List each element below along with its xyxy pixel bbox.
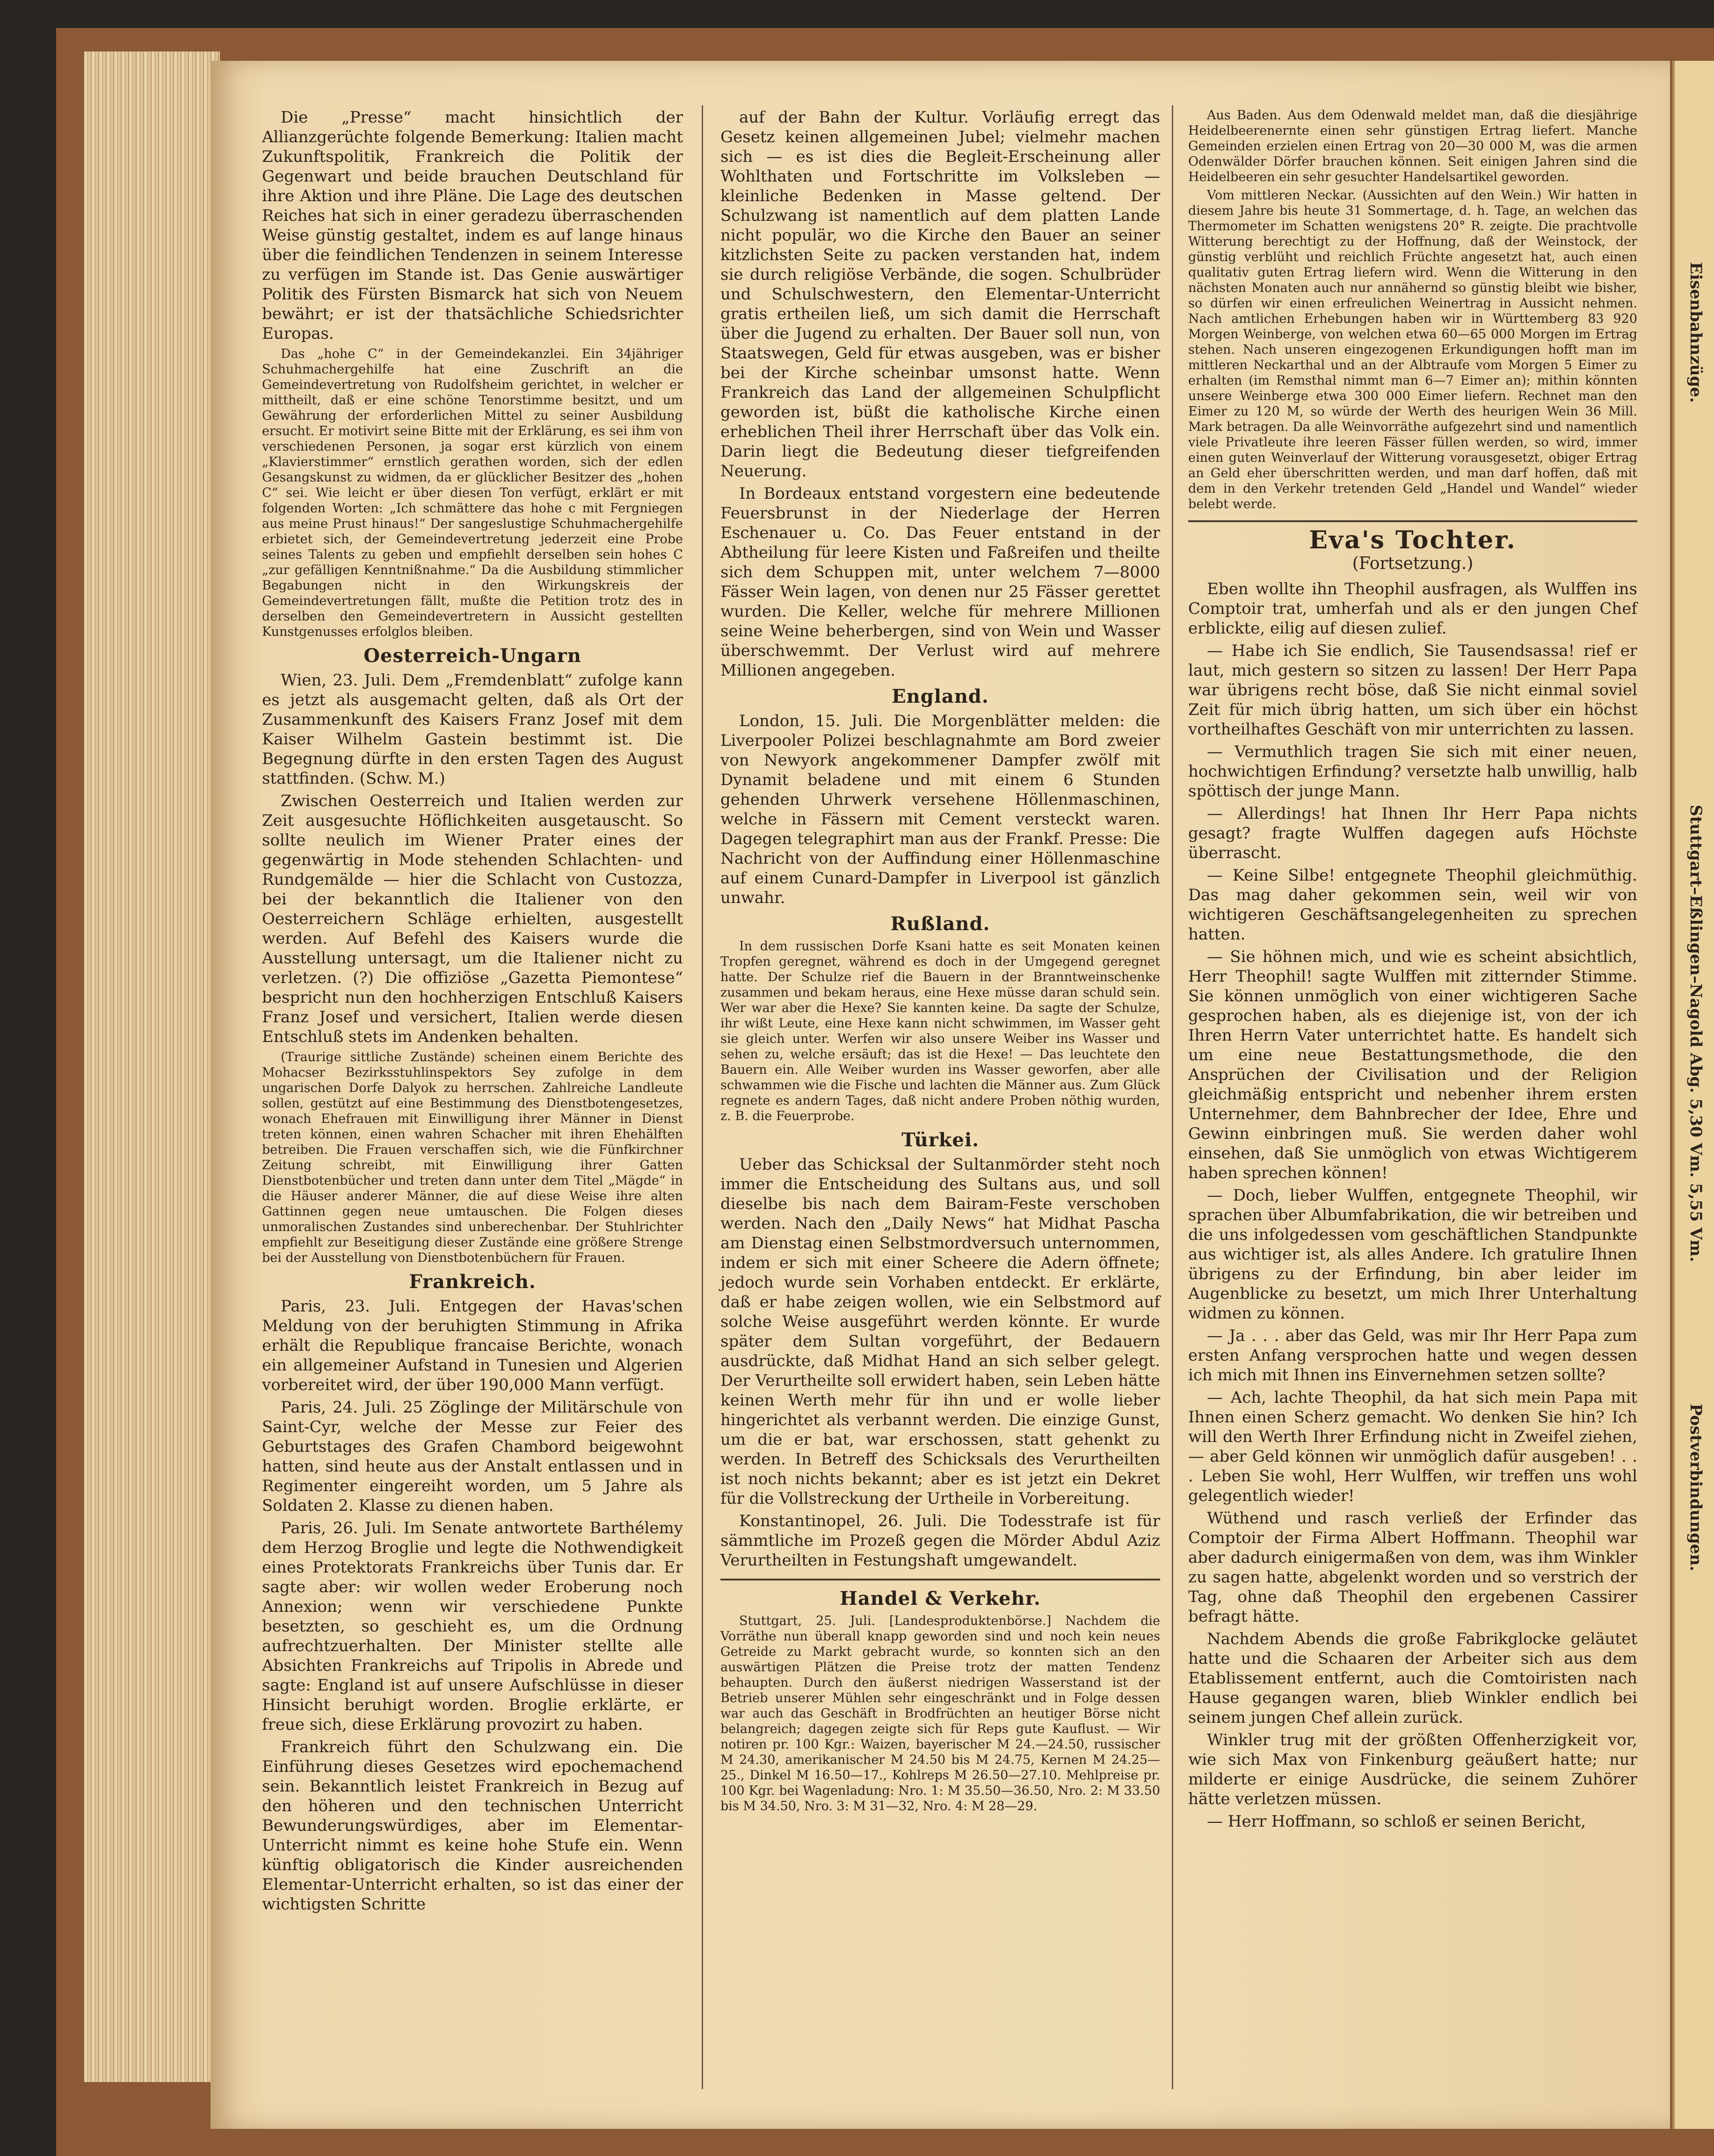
article-sultanmoerder: Ueber das Schicksal der Sultanmörder steht noch immer die Entscheidung des Sultans aus, und soll dieselbe bis nach dem Bairam-Feste verschoben werden. Nach den „Daily News“ hat Midhat Pascha am Dienstag einen Selbstmordversuch unternommen, indem er sich mit einer Scheere die Adern öffnete; jedoch wurde sein Vorhaben entdeckt. Er erklärte, daß er habe zeigen wollen, wie ein Selbstmord auf solche Weise ausgeführt werden könnte. Er wurde später dem Sultan vorgeführt, der Bedauern ausdrückte, daß Midhat Hand an sich selber gelegt. Der Verurtheilte soll erwidert haben, sein Leben hätte keinen Werth mehr für ihn und er wolle lieber hingerichtet als verbannt werden. Die einzige Gunst, um die er bat, war erschossen, statt gehenkt zu werden. In Betreff des Schicksals des Verurtheilten ist noch nichts bekannt; aber es ist jetzt ein Dekret für die Vollstreckung der Urtheile in Vorbereitung. (720, 1155, 1160, 1508)
margin-timetable: Stuttgart–Eßlingen–Nagold Abg. 5,30 Vm. 5,55 Vm. (1686, 805, 1705, 1262)
section-separator (720, 1579, 1160, 1581)
heading-frankreich: Frankreich. (409, 1271, 536, 1293)
column-2 (720, 108, 1160, 1817)
article-paris-23: Paris, 23. Juli. Entgegen der Havas'schen Meldung von der beruhigten Stimmung in Afrika erhält die Republique francaise Berichte, wonach ein allgemeiner Aufstand in Tunesien und Algerien vorbereitet wird, der über 190,000 Mann verfügt. (262, 1297, 683, 1394)
feuilleton-subtitle: (Fortsetzung.) (1352, 554, 1474, 573)
story-paragraph: — Ja . . . aber das Geld, was mir Ihr Herr Papa zum ersten Anfang versprochen hatte und wegen dessen ich mich mit Ihnen ins Einvernehmen setzen sollte? (1188, 1326, 1637, 1384)
article-neckar: Vom mittleren Neckar. (Aussichten auf den Wein.) Wir hatten in diesem Jahre bis heute 31 Sommertage, d. h. Tage, an welchen das Thermometer im Schatten wenigstens 20° R. zeigte. Die prachtvolle Witterung berechtigt zu der Hoffnung, daß der Weinstock, der günstig verblüht und reichlich Früchte angesetzt hat, auch einen qualitativ guten Ertrag liefern wird. Wenn die Witterung in den nächsten Monaten auch nur annähernd so günstig bleibt wie bisher, so dürfen wir einen erfreulichen Weinertrag in Aussicht nehmen. Nach amtlichen Erhebungen haben wir in Württemberg 83 920 Morgen Weinberge, von welchen etwa 60—65 000 Morgen im Ertrag stehen. Nach unseren eingezogenen Erkundigungen hofft man im mittleren Neckarthal und an der Albtraufe vom Morgen 5 Eimer zu erhalten (im Remsthal nimmt man 6—7 Eimer an); mithin könnten unsere Weinberge etwa 300 000 Eimer liefern. Rechnet man den Eimer zu 120 M, so würde der Werth des heurigen Wein 36 Mill. Mark betragen. Da alle Weinvorräthe aufgezehrt sind und namentlich viele Privatleute ihre leeren Fässer füllen werden, so wird, immer einen guten Weinverlauf der Witterung vorausgesetzt, obiger Ertrag an Geld eher überschritten werden, und man darf hoffen, daß mit dem in den Verkehr tretenden Geld „Handel und Wandel“ wieder belebt werde. (1188, 188, 1637, 511)
column-rule (702, 105, 703, 2089)
article-ksani: In dem russischen Dorfe Ksani hatte es seit Monaten keinen Tropfen geregnet, während es doch in der Umgegend geregnet hatte. Der Schulze rief die Bauern in der Branntweinschenke zusammen und bekam heraus, eine Hexe müsse daran schuld sein. Wer war aber die Hexe? Sie kannten keine. Da sagte der Schulze, ihr wißt Leute, eine Hexe kann nicht schwimmen, im Wasser geht sie gleich unter. Werfen wir also unsere Weiber ins Wasser und sehen zu, welche ersäuft; das ist die Hexe! — Das leuchtete den Bauern ein. Alle Weiber wurden ins Wasser geworfen, aber alle schwammen wie die Fische und lachten die Männer aus. Zum Glück regnete es andern Tages, daß nicht andere Proben nöthig wurden, z. B. die Feuerprobe. (720, 939, 1160, 1123)
article-london: London, 15. Juli. Die Morgenblätter melden: die Liverpooler Polizei beschlagnahmte am Bord zweier von Newyork angekommener Dampfer zwölf mit Dynamit beladene und mit einem 6 Stunden gehenden Uhrwerk versehene Höllenmaschinen, welche in Fässern mit Cement versteckt waren. Dagegen telegraphirt man aus der Frankf. Presse: Die Nachricht von der Auffindung einer Höllenmaschine auf einem Cunard-Dampfer in Liverpool ist gänzlich unwahr. (720, 712, 1160, 907)
story-paragraph: Nachdem Abends die große Fabrikglocke geläutet hatte und die Schaaren der Arbeiter sich aus dem Etablissement entfernt, auch die Comtoiristen nach Hause gegangen waren, blieb Winkler endlich bei seinem jungen Chef allein zurück. (1188, 1630, 1637, 1727)
story-paragraph: Wüthend und rasch verließ der Erfinder das Comptoir der Firma Albert Hoffmann. Theophil war aber dadurch einigermaßen von dem, was ihm Winkler zu sagen hatte, abgelenkt worden und so verstrich der Tag, ohne daß Theophil den ergebenen Cassirer befragt hätte. (1188, 1509, 1637, 1626)
article-stuttgart-boerse: Stuttgart, 25. Juli. [Landesproduktenbörse.] Nachdem die Vorräthe nun überall knapp geworden sind und noch kein neues Getreide zu Markt gebracht wurde, so konnten sich an den auswärtigen Plätzen die Preise trotz der matten Tendenz behaupten. Durch den äußerst niedrigen Wasserstand ist der Betrieb unserer Mühlen sehr eingeschränkt und in Folge dessen war auch das Geschäft in Brodfrüchten an heutiger Börse nicht belangreich; dagegen zeigte sich für Reps gute Kauflust. — Wir notiren pr. 100 Kgr.: Waizen, bayerischer M 24.—24.50, russischer M 24.30, amerikanischer M 24.50 bis M 24.75, Kernen M 24.25—25., Dinkel M 16.50—17., Kohlreps M 26.50—27.10. Mehlpreise pr. 100 Kgr. bei Wagenladung: Nro. 1: M 35.50—36.50, Nro. 2: M 33.50 bis M 34.50, Nro. 3: M 31—32, Nro. 4: M 28—29. (720, 1614, 1160, 1814)
story-paragraph: — Vermuthlich tragen Sie sich mit einer neuen, hochwichtigen Erfindung? versetzte halb unwillig, halb spöttisch der junge Mann. (1188, 743, 1637, 801)
story-paragraph: — Sie höhnen mich, und wie es scheint absichtlich, Herr Theophil! sagte Wulffen mit zitternder Stimme. Sie können unmöglich von einer wichtigeren Sache gesprochen haben, als es diejenige ist, von der ich Ihren Herrn Vater unterrichtet hatte. Es handelt sich um eine neue Bestattungsmethode, die den Ansprüchen der Civilisation und der Religion gleichmäßig entspricht und nebenher ihrem ersten Unternehmer, dem Bahnbrecher der Idee, Ehre und Gewinn einbringen muß. Sie werden daher wohl einsehen, daß Sie unmöglich von etwas Wichtigerem haben sprechen können! (1188, 947, 1637, 1182)
article-baden: Aus Baden. Aus dem Odenwald meldet man, daß die diesjährige Heidelbeerenernte einen sehr günstigen Ertrag liefert. Manche Gemeinden erzielen einen Ertrag von 20—30 000 M, was die armen Odenwälder Dörfer brauchen können. Seit einigen Jahren sind die Heidelbeeren ein sehr gesuchter Handelsartikel geworden. (1188, 108, 1637, 184)
heading-russland: Rußland. (890, 913, 990, 935)
feuilleton-title: Eva's Tochter. (1309, 526, 1517, 554)
page-edges (84, 51, 220, 2082)
heading-england: England. (892, 685, 989, 707)
story-paragraph: — Herr Hoffmann, so schloß er seinen Bericht, (1207, 1812, 1586, 1831)
heading-tuerkei: Türkei. (901, 1129, 980, 1151)
article-oesterreich-italien: Zwischen Oesterreich und Italien werden zur Zeit ausgesuchte Höflichkeiten ausgetauscht. So sollte neulich im Wiener Prater eines der gegenwärtig in Mode stehenden Schlachten- und Rundgemälde — hier die Schlacht von Custozza, bei der bekanntlich die Italiener von den Oesterreichern Schläge erhielten, ausgestellt werden. Auf Befehl des Kaisers wurde die Ausstellung untersagt, um die Italiener nicht zu verletzen. (?) Die offiziöse „Gazetta Piemontese“ bespricht nun den hochherzigen Entschluß Kaisers Franz Josef und versichert, Italien werde diesen Entschluß stets im Andenken behalten. (262, 792, 683, 1046)
article-paris-26: Paris, 26. Juli. Im Senate antwortete Barthélemy dem Herzog Broglie und legte die Nothwendigkeit eines Protektorats Frankreichs über Tunis dar. Er sagte aber: wir wollen weder Eroberung noch Annexion; wenn wir verschiedene Punkte besetzten, so geschieht es, um die Ordnung aufrechtzuerhalten. Der Minister stellte alle Absichten Frankreichs auf Tripolis in Abrede und sagte: England ist auf unsere Aufschlüsse in dieser Hinsicht beruhigt worden. Broglie erklärte, er freue sich, diese Erklärung provozirt zu haben. (262, 1519, 683, 1734)
article-presse: Die „Presse“ macht hinsichtlich der Allianzgerüchte folgende Bemerkung: Italien macht Zukunftspolitik, Frankreich die Politik der Gegenwart und beide brauchen Deutschland für ihre Aktion und ihre Pläne. Die Lage des deutschen Reiches hat sich in einer geradezu überraschenden Weise günstig gestaltet, indem es auf lange hinaus über die feindlichen Tendenzen in seinem Interesse zu verfügen im Stande ist. Das Genie auswärtiger Politik des Fürsten Bismarck hat sich von Neuem bewährt; er ist der thatsächliche Schiedsrichter Europas. (262, 108, 683, 343)
column-3 (1188, 108, 1637, 1834)
article-konstantinopel: Konstantinopel, 26. Juli. Die Todesstrafe ist für sämmtliche im Prozeß gegen die Mörder Abdul Aziz Verurtheilten in Festungshaft umgewandelt. (720, 1512, 1160, 1570)
article-bordeaux: In Bordeaux entstand vorgestern eine bedeutende Feuersbrunst in der Niederlage der Herren Eschenauer u. Co. Das Feuer entstand in der Abtheilung für leere Kisten und Faßreifen und theilte sich dem Schuppen mit, unter welchem 7—8000 Fässer Wein lagen, von denen nur 25 Fässer gerettet wurden. Die Keller, welche für mehrere Millionen seine Weine beherbergen, sind von Wein und Wasser überschwemmt. Der Verlust wird auf mehrere Millionen angegeben. (720, 484, 1160, 680)
heading-oesterreich: Oesterreich-Ungarn (363, 645, 581, 667)
story-paragraph: — Ach, lachte Theophil, da hat sich mein Papa mit Ihnen einen Scherz gemacht. Wo denken Sie hin? Ich will den Werth Ihrer Erfindung nicht in Zweifel ziehen, — aber Geld können wir unmöglich dafür ausgeben! . . . Leben Sie wohl, Herr Wulffen, wir treffen uns wohl gelegentlich wieder! (1188, 1388, 1637, 1505)
story-paragraph: — Habe ich Sie endlich, Sie Tausendsassa! rief er laut, mich gestern so sitzen zu lassen! Der Herr Papa war übrigens recht böse, daß Sie nicht einmal soviel Zeit für mich übrig hatten, um sich über ein höchst vortheilhaftes Geschäft von mir unterrichten zu lassen. (1188, 641, 1637, 739)
column-1 (262, 108, 683, 1917)
story-paragraph: — Allerdings! hat Ihnen Ihr Herr Papa nichts gesagt? fragte Wulffen dagegen aufs Höchste überrascht. (1188, 804, 1637, 862)
margin-heading-eisenbahn: Eisenbahnzüge. (1686, 262, 1705, 403)
heading-handel: Handel & Verkehr. (840, 1588, 1041, 1610)
newspaper-page (211, 61, 1670, 2129)
story-paragraph: Eben wollte ihn Theophil ausfragen, als Wulffen ins Comptoir trat, umherfah und als er den jungen Chef erblickte, eilig auf diesen zulief. (1188, 580, 1637, 638)
story-paragraph: — Doch, lieber Wulffen, entgegnete Theophil, wir sprachen über Albumfabrikation, die wir betreiben und die uns infolgedessen vom geschäftlichen Standpunkte aus wichtiger ist, als alles Andere. Ich gratulire Ihnen übrigens zu der Erfindung, bin aber leider im Augenblicke zu besetzt, um mich Ihrer Unterhaltung widmen zu können. (1188, 1186, 1637, 1323)
article-schulzwang: Frankreich führt den Schulzwang ein. Die Einführung dieses Gesetzes wird epochemachend sein. Bekanntlich leistet Frankreich in Bezug auf den höheren und den technischen Unterricht Bewunderungswürdiges, aber im Elementar-Unterricht nimmt es keine hohe Stufe ein. Wenn künftig obligatorisch die Kinder ausreichenden Elementar-Unterricht erhalten, so ist das einer der wichtigsten Schritte (262, 1738, 683, 1914)
story-paragraph: — Keine Silbe! entgegnete Theophil gleichmüthig. Das mag daher gekommen sein, weil wir von wichtigeren Geschäftsangelegenheiten zu sprechen hatten. (1188, 866, 1637, 944)
story-paragraph: Winkler trug mit der größten Offenherzigkeit vor, wie sich Max von Finkenburg geäußert hatte; nur milderte er einige Ausdrücke, die seinem Zuhörer hätte verletzen müssen. (1188, 1731, 1637, 1808)
section-separator (1188, 520, 1637, 522)
article-hohes-c: Das „hohe C“ in der Gemeindekanzlei. Ein 34jähriger Schuhmachergehilfe hat eine Zuschrift an die Gemeindevertretung von Rudolfsheim gerichtet, in welcher er mittheilt, daß er eine schöne Tenorstimme besitzt, und um Gewährung der erforderlichen Mittel zu seiner Ausbildung ersucht. Er motivirt seine Bitte mit der Erklärung, es sei ihm von verschiedenen Personen, ja sogar erst kürzlich von einem „Klavierstimmer“ ernstlich gerathen worden, sich der edlen Gesangskunst zu widmen, da er glücklicher Besitzer des „hohen C“ sei. Wie leicht er über diesen Ton verfügt, erklärt er mit folgenden Worten: „Ich schmättere das hohe c mit Fergniegen aus meine Prust hinaus!“ Der sangeslustige Schuhmachergehilfe erbietet sich, der Gemeindevertretung jederzeit eine Probe seines Talents zu geben und empfiehlt derselben sein hohes C „zur gefälligen Kenntnißnahme.“ Da die Ausbildung stimmlicher Begabungen nicht in den Wirkungskreis der Gemeindevertretungen fällt, mußte die Petition trotz des in derselben den Gemeindevertretern in Aussicht gestellten Kunstgenusses erfolglos bleiben. (262, 347, 683, 639)
margin-heading-post: Postverbindungen. (1686, 1404, 1705, 1572)
article-sittliche-zustaende: (Traurige sittliche Zustände) scheinen einem Berichte des Mohacser Bezirksstuhlinspektors Sey zufolge in dem ungarischen Dorfe Dalyok zu herrschen. Zahlreiche Landleute sollen, gestützt auf eine Bestimmung des Dienstbotengesetzes, wonach Ehefrauen mit Einwilligung ihrer Männer in Dienst treten können, einen wahren Schacher mit ihren Ehehälften betreiben. Die Frauen verschaffen sich, wie die Fünfkirchner Zeitung schreibt, mit Einwilligung ihrer Gatten Dienstbotenbücher und treten dann unter dem Titel „Mägde“ in die Häuser anderer Männer, die auf diese Weise ihre alten Gattinnen gegen neue umtauschen. Die Folgen dieses unmoralischen Zustandes sind unberechenbar. Der Stuhlrichter empfiehlt zur Beseitigung dieser Zustände eine größere Strenge bei der Ausstellung von Dienstbotenbüchern für Frauen. (262, 1050, 683, 1265)
article-schulzwang-cont: auf der Bahn der Kultur. Vorläufig erregt das Gesetz keinen allgemeinen Jubel; vielmehr machen sich — es ist dies die Begleit-Erscheinung aller Wohlthaten und Fortschritte im Volksleben — kleinliche Bedenken in Masse geltend. Der Schulzwang ist namentlich auf dem platten Lande nicht populär, wo die Kirche den Bauer an seiner kitzlichsten Seite zu packen verstanden hat, indem sie durch religiöse Verbände, die sogen. Schulbrüder und Schulschwestern, den Elementar-Unterricht gratis ertheilen ließ, um sich damit die Herrschaft über die Jugend zu erhalten. Der Bauer soll nun, von Staatswegen, Geld für etwas ausgeben, was er bisher bei der Kirche scheinbar umsonst hatte. Wenn Frankreich das Land der allgemeinen Schulpflicht geworden ist, büßt die katholische Kirche einen erheblichen Theil ihrer Herrschaft über das Volk ein. Darin liegt die Bedeutung dieser tiefgreifenden Neuerung. (720, 108, 1160, 481)
article-wien: Wien, 23. Juli. Dem „Fremdenblatt“ zufolge kann es jetzt als ausgemacht gelten, daß als Ort der Zusammenkunft des Kaisers Franz Josef mit dem Kaiser Wilhelm Gastein bestimmt ist. Die Begegnung dürfte in den ersten Tagen des August stattfinden. (Schw. M.) (262, 671, 683, 788)
column-rule (1172, 105, 1173, 2089)
article-paris-24: Paris, 24. Juli. 25 Zöglinge der Militärschule von Saint-Cyr, welche der Messe zur Feier des Geburtstages des Grafen Chambord beigewohnt hatten, sind heute aus der Anstalt entlassen und in Regimenter eingereiht worden, um 5 Jahre als Soldaten 2. Klasse zu dienen haben. (262, 1398, 683, 1515)
